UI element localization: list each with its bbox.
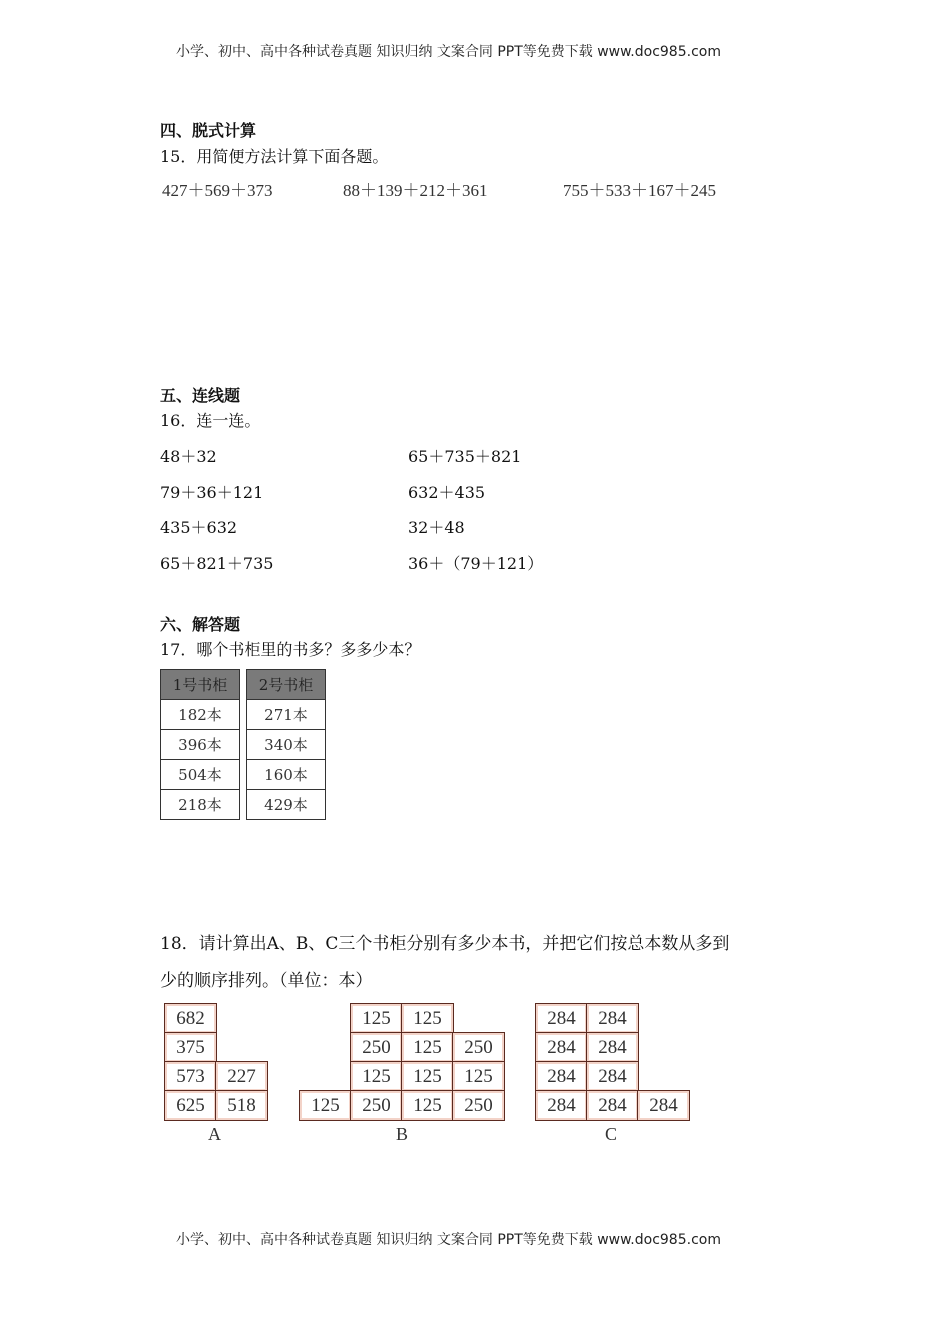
section-4-title: 四、脱式计算 [160,121,257,140]
question-18-line1: 18．请计算出A、B、C三个书柜分别有多少本书，并把它们按总本数从多到 [160,934,730,954]
table-cell: 340本 [247,730,326,760]
cabinet-a-grid [165,1004,267,1120]
table-cell: 396本 [161,730,240,760]
expression: 88＋139＋212＋361 [343,181,488,200]
match-left-item: 65＋821＋735 [160,554,274,573]
book-cell: 284 [535,1003,588,1034]
bookcase-2-table [246,669,326,820]
book-cell: 518 [215,1090,268,1121]
expression: 755＋533＋167＋245 [563,181,716,200]
book-cell: 250 [350,1032,403,1063]
question-16: 16．连一连。 [160,411,261,430]
table-cell: 160本 [247,760,326,790]
book-cell: 625 [164,1090,217,1121]
cabinet-label: B [396,1124,409,1144]
page-header: 小学、初中、高中各种试卷真题 知识归纳 文案合同 PPT等免费下载 www.doc985.com [176,44,721,60]
bookcase-1-table [160,669,240,820]
book-cell: 284 [535,1032,588,1063]
table-cell: 504本 [161,760,240,790]
book-cell: 125 [350,1061,403,1092]
book-cell: 284 [535,1090,588,1121]
table-cell: 218本 [161,790,240,820]
book-cell: 125 [452,1061,505,1092]
table-header: 1号书柜 [161,670,240,700]
book-cell: 284 [637,1090,690,1121]
book-cell: 573 [164,1061,217,1092]
match-right-item: 65＋735＋821 [408,447,522,466]
match-left-item: 435＋632 [160,518,238,537]
book-cell: 682 [164,1003,217,1034]
expression: 427＋569＋373 [162,181,273,200]
match-right-item: 32＋48 [408,518,465,537]
match-left-item: 48＋32 [160,447,217,466]
book-cell: 284 [586,1090,639,1121]
book-cell: 125 [350,1003,403,1034]
book-cell: 125 [401,1090,454,1121]
book-cell: 227 [215,1061,268,1092]
cabinet-label: C [605,1124,618,1144]
match-right-item: 632＋435 [408,483,486,502]
cabinet-label: A [208,1124,221,1144]
cabinet-b-grid [300,1004,504,1120]
table-header: 2号书柜 [247,670,326,700]
book-cell: 125 [401,1061,454,1092]
page-footer: 小学、初中、高中各种试卷真题 知识归纳 文案合同 PPT等免费下载 www.doc985.com [176,1232,721,1248]
book-cell: 250 [350,1090,403,1121]
book-cell: 284 [586,1061,639,1092]
book-cell: 125 [299,1090,352,1121]
question-15: 15．用简便方法计算下面各题。 [160,147,389,166]
book-cell: 250 [452,1032,505,1063]
cabinet-c-grid [536,1004,689,1120]
book-cell: 250 [452,1090,505,1121]
book-cell: 284 [586,1032,639,1063]
book-cell: 375 [164,1032,217,1063]
match-left-item: 79＋36＋121 [160,483,264,502]
table-cell: 182本 [161,700,240,730]
book-cell: 284 [535,1061,588,1092]
book-cell: 125 [401,1003,454,1034]
question-18-line2: 少的顺序排列。（单位：本） [160,971,373,991]
section-6-title: 六、解答题 [160,615,241,634]
book-cell: 284 [586,1003,639,1034]
book-cell: 125 [401,1032,454,1063]
section-5-title: 五、连线题 [160,386,241,405]
question-17: 17．哪个书柜里的书多？多多少本？ [160,640,421,659]
table-cell: 271本 [247,700,326,730]
table-cell: 429本 [247,790,326,820]
match-right-item: 36＋（79＋121） [408,554,544,573]
